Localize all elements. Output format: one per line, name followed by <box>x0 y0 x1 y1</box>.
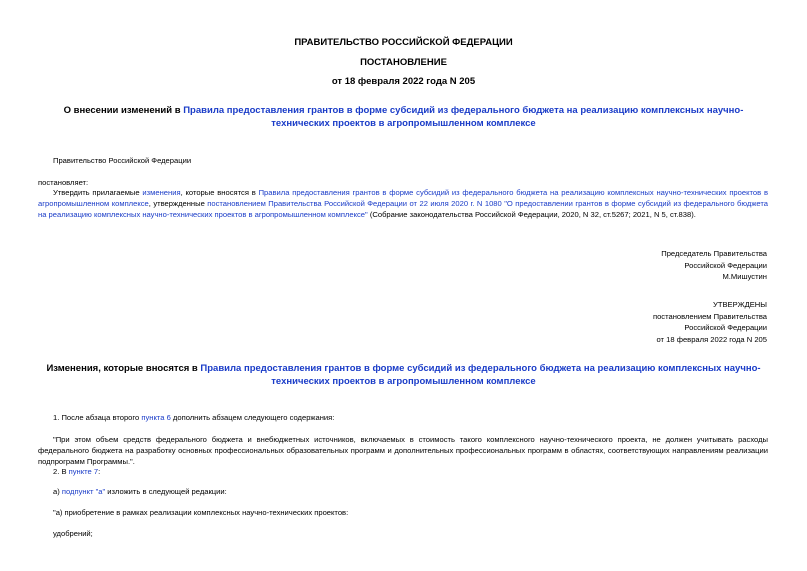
document-title <box>40 104 767 130</box>
changes-title-rules-link[interactable]: Правила предоставления грантов в форме субсидий из федерального бюджета на реализацию комплексных научно-технических проектов в агропромышленном комплексе <box>200 363 761 387</box>
item-2-text-a: 2. В <box>53 467 69 476</box>
rules-link[interactable]: Правила предоставления грантов в форме субсидий из федерального бюджета на реализацию комплексных научно-технических проектов в агропромышленном комплексе <box>38 188 768 208</box>
signature-line-3: М.Мишустин <box>722 272 767 281</box>
quote-1: "При этом объем средств федерального бюджета и внебюджетных источников, включаемых в стоимость такого комплексного научно-технического проекта, не должен учитывать расходы федерального бюджета на разработку основных профессиональных образовательных программ и дополнительных профессиональных программ в областях, соответствующих направлениям реализации подпрограмм Программы.". <box>38 435 768 466</box>
document-type: ПОСТАНОВЛЕНИЕ <box>360 57 447 68</box>
preamble-text-1: Утвердить прилагаемые <box>53 188 143 197</box>
title-rules-link[interactable]: Правила предоставления грантов в форме субсидий из федерального бюджета на реализацию комплексных научно-технических проектов в агропромышленном комплексе <box>183 105 744 129</box>
approval-line-4: от 18 февраля 2022 года N 205 <box>656 334 767 344</box>
preamble-text-3: , утвержденные <box>148 199 208 208</box>
title-prefix: О внесении изменений в <box>63 105 184 116</box>
approval-line-1: УТВЕРЖДЕНЫ <box>713 300 767 309</box>
preamble-text-2: , которые вносятся в <box>180 188 259 197</box>
document-date: от 18 февраля 2022 года N 205 <box>331 76 476 87</box>
preamble-paragraph <box>38 187 768 220</box>
preamble-government: Правительство Российской Федерации <box>53 156 192 165</box>
item-1-text-b: дополнить абзацем следующего содержания: <box>170 413 335 422</box>
item-2-link[interactable]: пункте 7 <box>68 467 99 476</box>
changes-title-prefix: Изменения, которые вносятся в <box>46 363 201 374</box>
item-2a-text-b: изложить в следующей редакции: <box>105 487 227 496</box>
item-1-text-a: 1. После абзаца второго <box>53 413 142 422</box>
signature-block <box>661 248 767 283</box>
preamble-decrees: постановляет: <box>38 178 89 187</box>
fertilizers-line: удобрений; <box>53 529 93 538</box>
approval-line-3: Российской Федерации <box>684 323 767 332</box>
approval-line-2: постановлением Правительства <box>652 311 767 321</box>
item-2a-text-a: а) <box>53 487 62 496</box>
item-2-text-b: : <box>98 467 101 476</box>
decree-link[interactable]: постановлением Правительства Российской Федерации от 22 июля 2020 г. N 1080 "О предоставлении грантов в форме субсидий из федерального бюджета на реализацию комплексных научно-технических проектов в агропромышленном комплексе" <box>38 199 768 219</box>
approval-block <box>653 299 767 345</box>
changes-title <box>40 362 767 388</box>
item-2a-link[interactable]: подпункт "а" <box>61 487 106 496</box>
item-2 <box>38 466 768 477</box>
changes-link[interactable]: изменения <box>142 188 181 197</box>
signature-line-1: Председатель Правительства <box>661 249 767 258</box>
item-1-link[interactable]: пункта 6 <box>141 413 171 422</box>
preamble-text-4: (Собрание законодательства Российской Федерации, 2020, N 32, ст.5267; 2021, N 5, ст.838). <box>367 210 696 219</box>
quote-2: "а) приобретение в рамках реализации комплексных научно-технических проектов: <box>53 508 349 517</box>
item-1 <box>38 412 768 423</box>
signature-line-2: Российской Федерации <box>684 260 767 270</box>
government-heading: ПРАВИТЕЛЬСТВО РОССИЙСКОЙ ФЕДЕРАЦИИ <box>294 37 513 48</box>
item-2a <box>38 486 768 497</box>
